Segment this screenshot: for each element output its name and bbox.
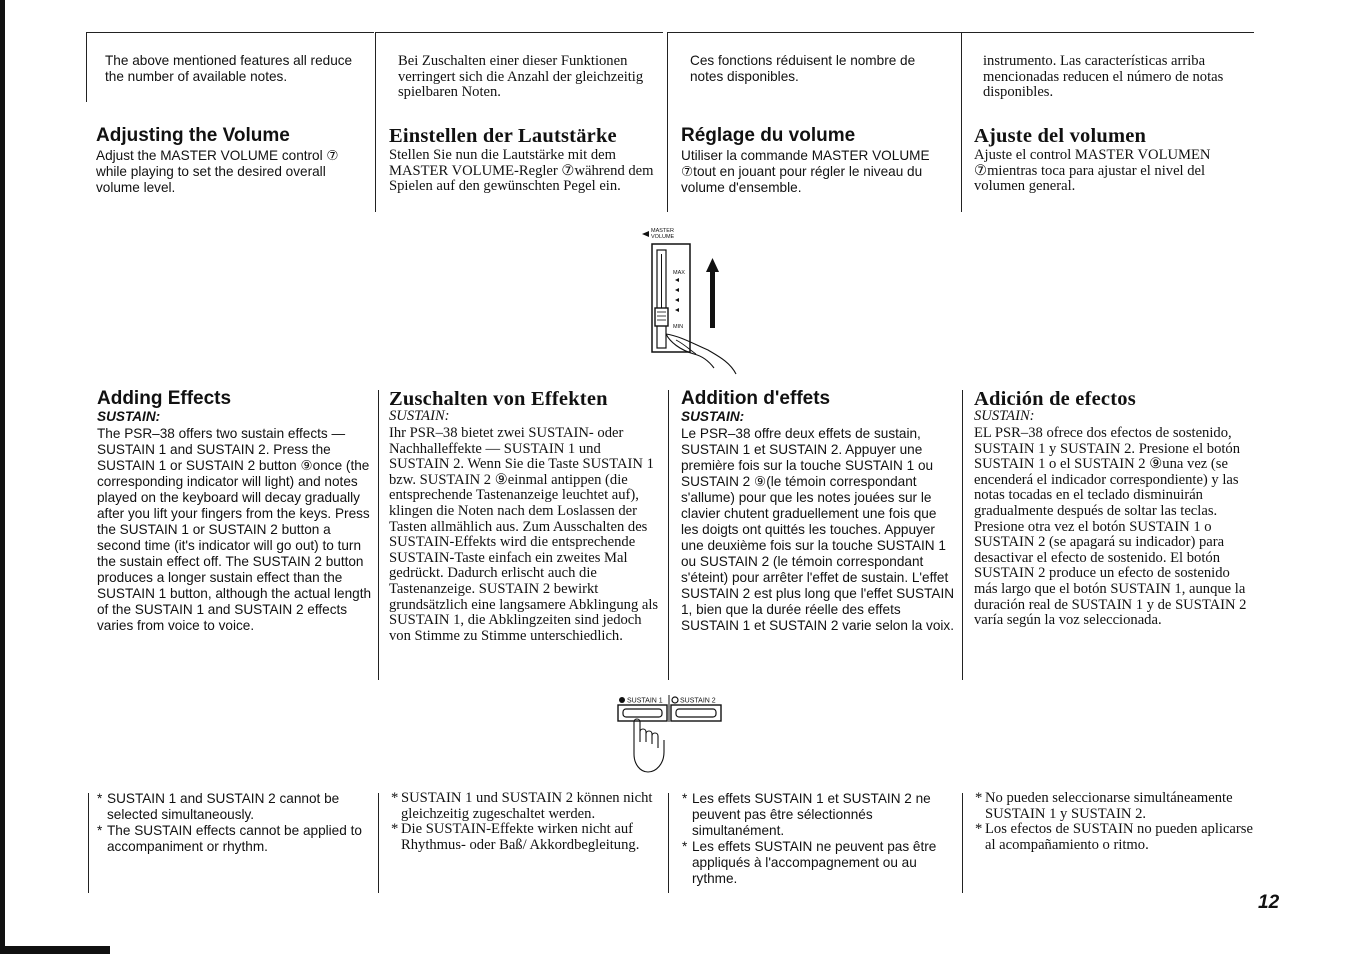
effects-subheading-fr: SUSTAIN: [681, 409, 745, 424]
divider-bottom-3 [668, 793, 669, 893]
divider-top-2 [375, 32, 376, 212]
divider-mid-2 [378, 390, 379, 680]
note-item: * SUSTAIN 1 and SUSTAIN 2 cannot be selected simultaneously. [97, 791, 367, 823]
divider-mid-3 [668, 390, 669, 680]
pointer-arrow-icon [642, 231, 649, 237]
volume-label-line2: VOLUME [651, 234, 675, 240]
intro-text-de: Bei Zuschalten einer dieser Funktionen verringert sich die Anzahl der gleichzeitig spielbaren Noten. [398, 53, 644, 101]
effects-heading-en: Adding Effects [97, 388, 232, 409]
sustain1-label: SUSTAIN 1 [627, 697, 663, 705]
volume-text-fr: Utiliser la commande MASTER VOLUME ⑦tout en jouant pour régler le niveau du volume d'ensemble. [681, 148, 930, 195]
effects-text-fr: Le PSR–38 offre deux effets de sustain, SUSTAIN 1 et SUSTAIN 2. Appuyer une première fois sur la touche SUSTAIN 1 ou SUSTAIN 2 ⑨(le témoin correspondant s'allume) pour que les notes jouées sur le clavier chutent graduellement une fois que les doigts ont quittés les touches. Appuyer une deuxième fois sur la touche SUSTAIN 1 ou SUSTAIN 2 (le témoin correspondant s'éteint) pour arrêter l'effet de sustain. L'effet SUSTAIN 2 est plus long que l'effet SUSTAIN 1, bien que la durée réelle des effets SUSTAIN 1 et SUSTAIN 2 varie selon la voix. [681, 426, 955, 633]
slider-knob [655, 308, 668, 326]
intro-text-en: The above mentioned features all reduce the number of available notes. [105, 53, 353, 84]
intro-text-fr: Ces fonctions réduisent le nombre de notes disponibles. [690, 53, 916, 84]
slider-min-label: MIN [673, 324, 684, 330]
effects-text-de: Ihr PSR–38 bietet zwei SUSTAIN- oder Nachhalleffekte — SUSTAIN 1 und SUSTAIN 2. Wenn Sie die Taste SUSTAIN 1 bzw. SUSTAIN 2 ⑨einmal antippen (die entsprechende Tastenanzeige leuchtet auf), klingen die Noten nach dem Loslassen der Tasten allmählich aus. Zum Ausschalten des SUSTAIN-Effekts wird die entsprechende SUSTAIN-Taste einfach ein zweites Mal gedrückt. Dadurch erlischt auch die Tastenanzeige. SUSTAIN 2 bewirkt grundsätzlich eine langsamere Abklingung als SUSTAIN 1, die Abklingzeiten sind jedoch von Stimme zu Stimme unterschiedlich. [389, 425, 659, 644]
up-arrow-shaft [710, 270, 715, 328]
slider-max-label: MAX [673, 270, 685, 276]
finger-press-icon [634, 719, 664, 772]
effects-subheading-en: SUSTAIN: [97, 409, 161, 424]
volume-text-de: Stellen Sie nun die Lautstärke mit dem MASTER VOLUME-Regler ⑦während dem Spielen auf den gewünschten Pegel ein. [389, 147, 654, 195]
effects-text-en: The PSR–38 offers two sustain effects — SUSTAIN 1 and SUSTAIN 2. Press the SUSTAIN 1 or SUSTAIN 2 button ⑨once (the corresponding indicator will light) and notes played on the keyboard will decay gradually after you lift your fingers from the keys. Press the SUSTAIN 1 or SUSTAIN 2 button a second time (it's indicator will go out) to turn the sustain effect off. The SUSTAIN 2 button produces a longer sustain effect than the SUSTAIN 1 button, although the actual length of the SUSTAIN 1 and SUSTAIN 2 effects varies from voice to voice. [97, 426, 372, 633]
volume-text-en: Adjust the MASTER VOLUME control ⑦ while playing to set the desired overall volume level. [96, 148, 339, 195]
top-rule-3 [668, 32, 961, 33]
effects-heading-fr: Addition d'effets [681, 388, 831, 409]
note-item: * Los efectos de SUSTAIN no pueden aplicarse al acompañamiento o ritmo. [975, 822, 1253, 853]
note-item: * Die SUSTAIN-Effekte wirken nicht auf Rhythmus- oder Baß/ Akkordbegleitung. [391, 822, 667, 853]
page-number: 12 [1258, 892, 1280, 913]
volume-label-line1: MASTER [651, 228, 674, 234]
effects-subheading-es: SUSTAIN: [974, 408, 1035, 424]
sustain2-label: SUSTAIN 2 [680, 697, 716, 705]
effects-heading-de: Zuschalten von Effekten [389, 388, 608, 410]
volume-heading-fr: Réglage du volume [681, 125, 856, 146]
divider-bottom-4 [962, 793, 963, 893]
note-item: * Les effets SUSTAIN ne peuvent pas être appliqués à l'accompagnement ou au rythme. [682, 839, 954, 887]
note-item: * SUSTAIN 1 und SUSTAIN 2 können nicht gleichzeitig zugeschaltet werden. [391, 791, 667, 822]
volume-heading-en: Adjusting the Volume [96, 125, 290, 146]
divider-bottom-1 [88, 793, 89, 893]
volume-heading-es: Ajuste del volumen [974, 125, 1147, 147]
divider-top-1 [86, 32, 87, 102]
effects-subheading-de: SUSTAIN: [389, 408, 450, 424]
notes-es [975, 791, 1253, 853]
top-rule-4 [962, 32, 1254, 33]
sustain-buttons-figure [616, 692, 728, 776]
master-volume-figure [636, 222, 766, 382]
volume-text-es: Ajuste el control MASTER VOLUMEN ⑦mientras toca para ajustar el nivel del volumen general. [974, 147, 1211, 195]
intro-text-es: instrumento. Las características arriba mencionadas reducen el número de notas disponibles. [983, 53, 1224, 101]
master-volume-slider-illustration [636, 222, 766, 382]
notes-de [391, 791, 667, 853]
note-item: * Les effets SUSTAIN 1 et SUSTAIN 2 ne peuvent pas être sélectionnés simultanément. [682, 791, 954, 839]
volume-heading-de: Einstellen der Lautstärke [389, 125, 617, 147]
sustain1-indicator-icon [619, 697, 625, 703]
binding-edge [0, 0, 5, 954]
note-item: * No pueden seleccionarse simultáneamente SUSTAIN 1 y SUSTAIN 2. [975, 791, 1253, 822]
divider-top-4 [961, 32, 962, 212]
sustain-buttons-illustration [616, 692, 728, 776]
binding-edge-bottom [0, 946, 110, 954]
up-arrow-icon [706, 258, 719, 272]
sustain2-indicator-icon [672, 697, 678, 703]
divider-mid-4 [962, 390, 963, 680]
effects-text-es: EL PSR–38 ofrece dos efectos de sostenido, SUSTAIN 1 y SUSTAIN 2. Presione el botón SUSTAIN 1 o el SUSTAIN 2 ⑨una vez (se encenderá el indicador correspondiente) y las notas tocadas en el teclado disminuirán gradualmente después de soltar las teclas. Presione otra vez el botón SUSTAIN 1 o SUSTAIN 2 (se apagará su indicador) para desactivar el efecto de sostenido. El botón SUSTAIN 2 produce un efecto de sostenido más largo que el botón SUSTAIN 1, aunque la duración real de SUSTAIN 1 y de SUSTAIN 2 varía según la voz seleccionada. [974, 425, 1247, 629]
top-rule-1 [87, 32, 374, 33]
divider-bottom-2 [378, 793, 379, 893]
top-rule-2 [376, 32, 663, 33]
notes-en [97, 791, 367, 855]
notes-fr [682, 791, 954, 887]
effects-heading-es: Adición de efectos [974, 388, 1136, 410]
note-item: * The SUSTAIN effects cannot be applied to accompaniment or rhythm. [97, 823, 367, 855]
divider-top-3 [667, 32, 668, 212]
